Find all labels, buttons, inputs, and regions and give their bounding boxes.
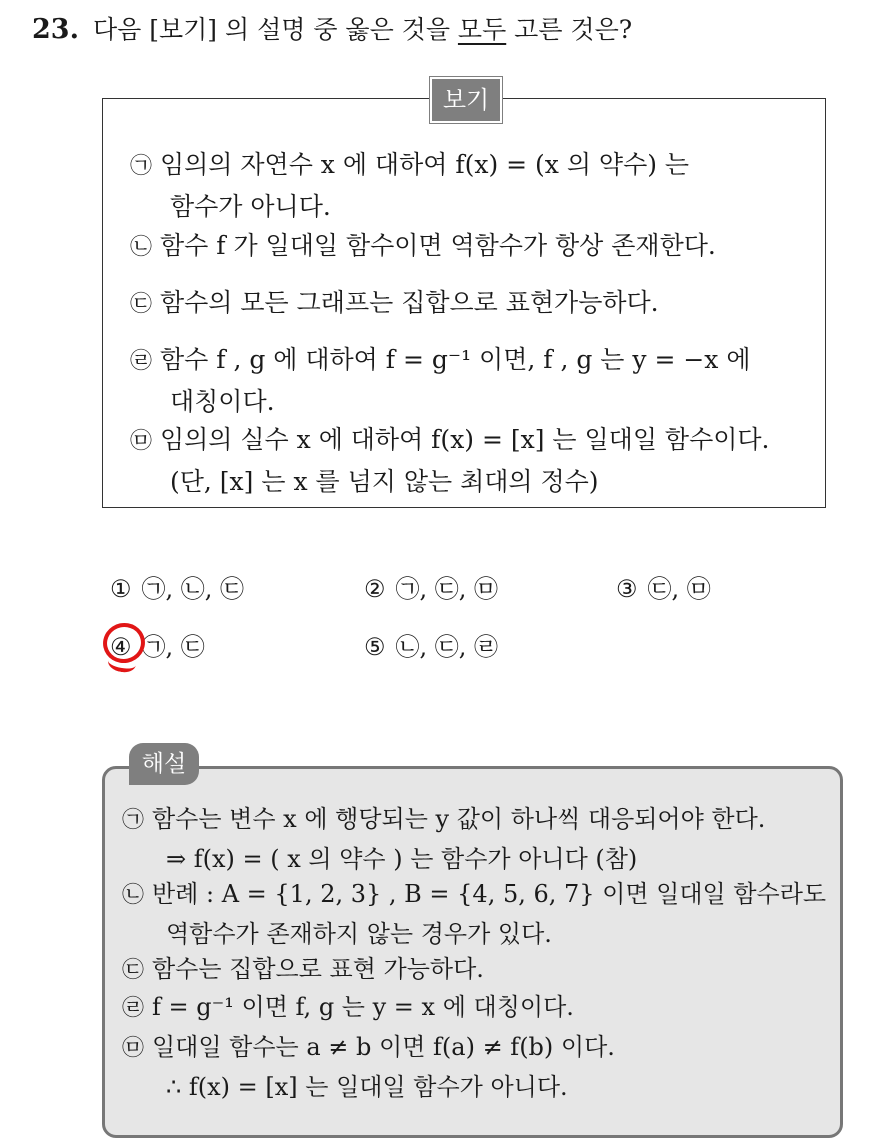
bogi-mark: ㉠ (130, 154, 153, 179)
bogi-line: 함수 f , g 에 대하여 f = g⁻¹ 이면, f , g 는 y = −x 에 (160, 345, 751, 374)
question-text-after: 고른 것은? (506, 15, 633, 44)
choice-text: ㉠, ㉢, ㉤ (395, 575, 499, 603)
solution-line-cont: 역함수가 존재하지 않는 경우가 있다. (166, 920, 552, 948)
choice-text: ㉠, ㉡, ㉢ (141, 575, 245, 603)
solution-item-1 (122, 800, 765, 878)
answer-circle-tail (107, 652, 138, 675)
choice-text: ㉠, ㉢ (141, 633, 205, 661)
choice-text: ㉡, ㉢, ㉣ (395, 633, 499, 661)
bogi-line-cont: 함수가 아니다. (170, 192, 331, 221)
solution-item-5 (122, 1028, 615, 1106)
solution-mark: ㉤ (122, 1036, 145, 1061)
question-emphasis: 모두 (457, 15, 507, 44)
choice-1[interactable] (110, 572, 244, 606)
solution-item-2 (122, 875, 826, 953)
solution-line: 일대일 함수는 a ≠ b 이면 f(a) ≠ f(b) 이다. (152, 1033, 615, 1061)
solution-label: 해설 (129, 743, 199, 785)
bogi-line-cont: (단, [x] 는 x 를 넘지 않는 최대의 정수) (170, 467, 599, 496)
bogi-label: 보기 (430, 77, 502, 123)
choice-text: ㉢, ㉤ (647, 575, 711, 603)
bogi-item-1 (130, 145, 689, 227)
choice-3[interactable] (616, 572, 711, 606)
bogi-line: 임의의 실수 x 에 대하여 f(x) = [x] 는 일대일 함수이다. (160, 425, 770, 454)
solution-mark: ㉠ (122, 808, 145, 833)
solution-item-3 (122, 950, 484, 990)
bogi-item-5 (130, 420, 769, 502)
solution-line-cont: ∴ f(x) = [x] 는 일대일 함수가 아니다. (166, 1073, 568, 1101)
choice-2[interactable] (364, 572, 498, 606)
bogi-line-cont: 대칭이다. (170, 387, 275, 416)
bogi-mark: ㉣ (130, 349, 153, 374)
question-header (32, 12, 632, 48)
choice-number: ② (364, 575, 386, 603)
question-number: 23. (32, 14, 79, 45)
solution-mark: ㉣ (122, 996, 145, 1021)
choice-number: ① (110, 575, 132, 603)
bogi-mark: ㉡ (130, 235, 153, 260)
solution-line: 함수는 변수 x 에 행당되는 y 값이 하나씩 대응되어야 한다. (152, 805, 766, 833)
choice-number: ④ (110, 633, 132, 661)
bogi-line: 임의의 자연수 x 에 대하여 f(x) = (x 의 약수) 는 (160, 150, 690, 179)
choice-5[interactable] (364, 630, 498, 664)
question-text-before: 다음 [보기] 의 설명 중 옳은 것을 (92, 15, 458, 44)
bogi-line: 함수의 모든 그래프는 집합으로 표현가능하다. (160, 288, 659, 317)
solution-mark: ㉢ (122, 958, 145, 983)
solution-line-cont: ⇒ f(x) = ( x 의 약수 ) 는 함수가 아니다 (참) (166, 845, 638, 873)
choice-number: ③ (616, 575, 638, 603)
solution-line: 함수는 집합으로 표현 가능하다. (152, 955, 484, 983)
bogi-line: 함수 f 가 일대일 함수이면 역함수가 항상 존재한다. (160, 231, 716, 260)
solution-mark: ㉡ (122, 883, 145, 908)
solution-line: 반례 : A = {1, 2, 3} , B = {4, 5, 6, 7} 이면 일대일 함수라도 (152, 880, 827, 908)
bogi-item-4 (130, 340, 751, 422)
bogi-mark: ㉢ (130, 292, 153, 317)
bogi-item-3 (130, 283, 659, 325)
choice-number: ⑤ (364, 633, 386, 661)
solution-line: f = g⁻¹ 이면 f, g 는 y = x 에 대칭이다. (152, 993, 574, 1021)
bogi-mark: ㉤ (130, 429, 153, 454)
solution-item-4 (122, 988, 574, 1028)
bogi-item-2 (130, 226, 716, 268)
